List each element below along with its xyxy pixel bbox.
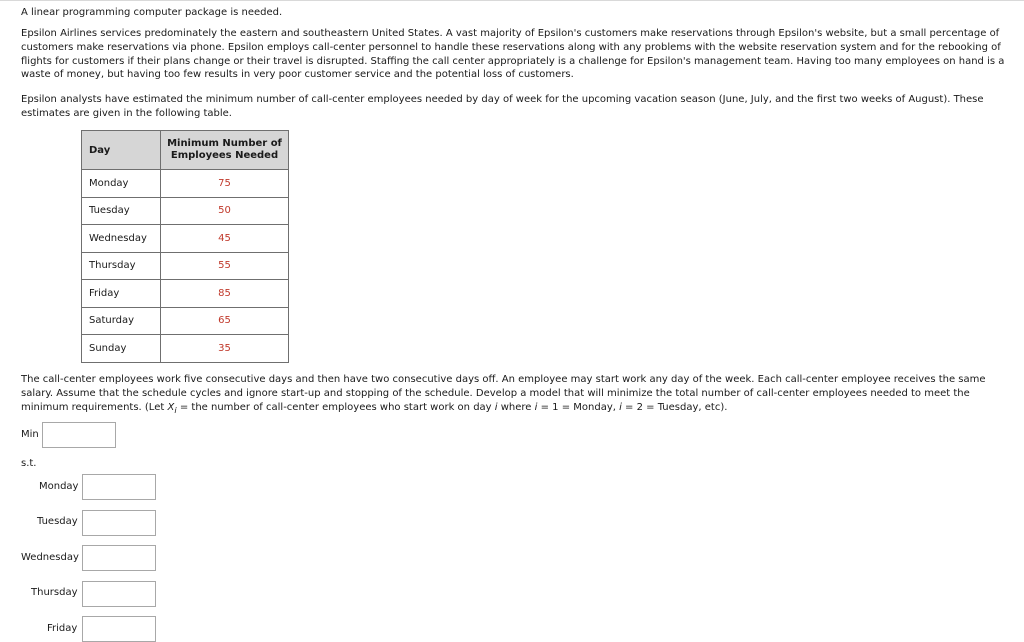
table-row xyxy=(82,307,289,335)
p3-text-b: = the number of call-center employees who start work on day xyxy=(176,401,495,413)
header-day: Day xyxy=(82,131,161,170)
row-min-value: 85 xyxy=(161,280,289,308)
min-label: Min xyxy=(21,429,39,440)
p3-italic-i-3: i xyxy=(619,401,622,413)
header-min-line1: Minimum Number of xyxy=(167,138,282,149)
constraint-label-wednesday: Wednesday xyxy=(21,552,79,563)
constraint-label-friday: Friday xyxy=(47,623,78,634)
row-min-value: 75 xyxy=(161,170,289,198)
p3-text-a: The call-center employees work five consecutive days and then have two consecutive days off. An employee may start work any day of the week. Each call-center employee receives the same salary. Assume that the schedule cycles and ignore start-up and stopping of the schedule. Develop a model that will minimize the total number of call-center employees needed to meet the minimum requirements. (Let xyxy=(21,374,986,413)
problem-paragraph-2: Epsilon analysts have estimated the minimum number of call-center employees needed by day of week for the upcoming vacation season (June, July, and the first two weeks of August). These estimates are given in the following table. xyxy=(21,94,984,119)
row-day: Wednesday xyxy=(82,225,161,253)
row-day: Monday xyxy=(82,170,161,198)
constraint-input-monday[interactable] xyxy=(82,474,156,500)
row-min-value: 65 xyxy=(161,307,289,335)
p3-italic-i-2: i xyxy=(534,401,538,413)
row-day: Thursday xyxy=(82,252,161,280)
table-row xyxy=(82,170,289,198)
st-label: s.t. xyxy=(21,458,37,469)
constraint-input-thursday[interactable] xyxy=(82,581,156,607)
p3-text-e: = 2 = Tuesday, etc). xyxy=(621,401,728,413)
p3-var-i: i xyxy=(174,404,177,415)
header-min-line2: Employees Needed xyxy=(170,150,279,161)
table-row xyxy=(82,197,289,225)
constraint-input-tuesday[interactable] xyxy=(82,510,156,536)
problem-paragraph-3 xyxy=(21,373,1011,417)
constraint-label-thursday: Thursday xyxy=(31,587,78,598)
objective-input[interactable] xyxy=(42,422,116,448)
p3-text-c: where xyxy=(497,401,535,413)
intro-text: A linear programming computer package is needed. xyxy=(21,7,283,18)
row-day: Sunday xyxy=(82,335,161,363)
table-row xyxy=(82,225,289,253)
row-min-value: 55 xyxy=(161,252,289,280)
constraint-label-monday: Monday xyxy=(39,481,79,492)
table-row xyxy=(82,335,289,363)
p3-var-x: X xyxy=(167,401,175,413)
row-min-value: 50 xyxy=(161,197,289,225)
row-day: Friday xyxy=(82,280,161,308)
row-day: Tuesday xyxy=(82,197,161,225)
requirements-table xyxy=(81,130,289,363)
constraint-input-wednesday[interactable] xyxy=(82,545,156,571)
top-divider xyxy=(0,0,1024,1)
row-min-value: 45 xyxy=(161,225,289,253)
table-row xyxy=(82,252,289,280)
row-min-value: 35 xyxy=(161,335,289,363)
problem-paragraph-1: Epsilon Airlines services predominately the eastern and southeastern United States. A vast majority of Epsilon's customers make reservations through Epsilon's website, but a small percentage of customers make reservations via phone. Epsilon employs call-center personnel to handle these reservations along with any problems with the website reservation system and for the rebooking of flights for customers if their plans change or their travel is disrupted. Staffing the call center appropriately is a challenge for Epsilon's management team. Having too many employees on hand is a waste of money, but having too few results in very poor customer service and the potential loss of customers. xyxy=(21,28,1005,81)
p3-italic-i: i xyxy=(494,401,498,413)
row-day: Saturday xyxy=(82,307,161,335)
p3-text-d: = 1 = Monday, xyxy=(537,401,620,413)
constraint-input-friday[interactable] xyxy=(82,616,156,642)
table-row xyxy=(82,280,289,308)
constraint-label-tuesday: Tuesday xyxy=(37,516,78,527)
table-header-row xyxy=(82,131,289,170)
header-min-employees xyxy=(161,131,289,170)
